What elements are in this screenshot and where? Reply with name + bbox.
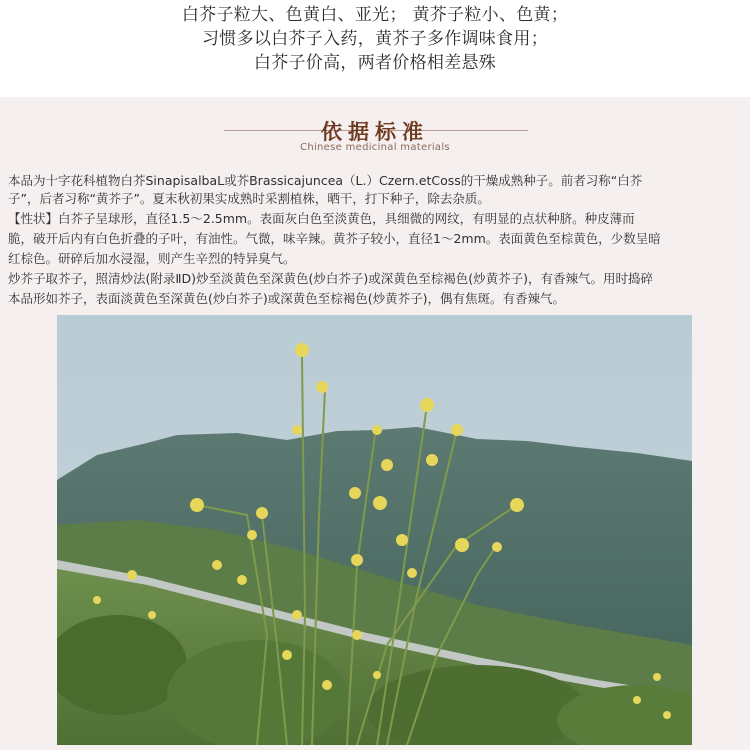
body-line-4: 脆，破开后内有白色折叠的子叶，有油性。气微，味辛辣。黄芥子较小，直径1～2mm。表面黄色至棕黄色，少数呈暗	[8, 231, 661, 246]
top-summary	[0, 0, 750, 97]
body-line-1: 本品为十字花科植物白芥SinapisalbaL或芥Brassicajuncea（L.）Czern.etCoss的干燥成熟种子。前者习称“白芥	[8, 173, 643, 188]
body-line-6: 炒芥子取芥子，照清炒法(附录ⅡD)炒至淡黄色至深黄色(炒白芥子)或深黄色至棕褐色(炒黄芥子)，有香辣气。用时捣碎	[8, 271, 654, 286]
mustard-field-photo	[57, 315, 692, 745]
summary-line-1: 白芥子粒大、色黄白、亚光； 黄芥子粒小、色黄；	[181, 5, 569, 25]
body-line-7: 本品形如芥子，表面淡黄色至深黄色(炒白芥子)或深黄色至棕褐色(炒黄芥子)，偶有焦斑。有香辣气。	[8, 291, 566, 306]
body-line-5: 红棕色。研碎后加水浸湿，则产生辛烈的特异臭气。	[8, 251, 296, 266]
summary-line-3: 白芥子价高，两者价格相差悬殊	[253, 53, 497, 73]
section-subtitle: Chinese medicinal materials	[300, 142, 450, 153]
body-line-3: 【性状】白芥子呈球形，直径1.5～2.5mm。表面灰白色至淡黄色，具细微的网纹，有明显的点状种脐。种皮薄而	[8, 211, 635, 226]
summary-line-2: 习惯多以白芥子入药，黄芥子多作调味食用；	[202, 29, 548, 49]
section-title: 依据标准	[321, 119, 429, 144]
body-line-2: 子”，后者习称“黄芥子”。夏末秋初果实成熟时采割植株，晒干，打下种子，除去杂质。	[8, 191, 490, 206]
